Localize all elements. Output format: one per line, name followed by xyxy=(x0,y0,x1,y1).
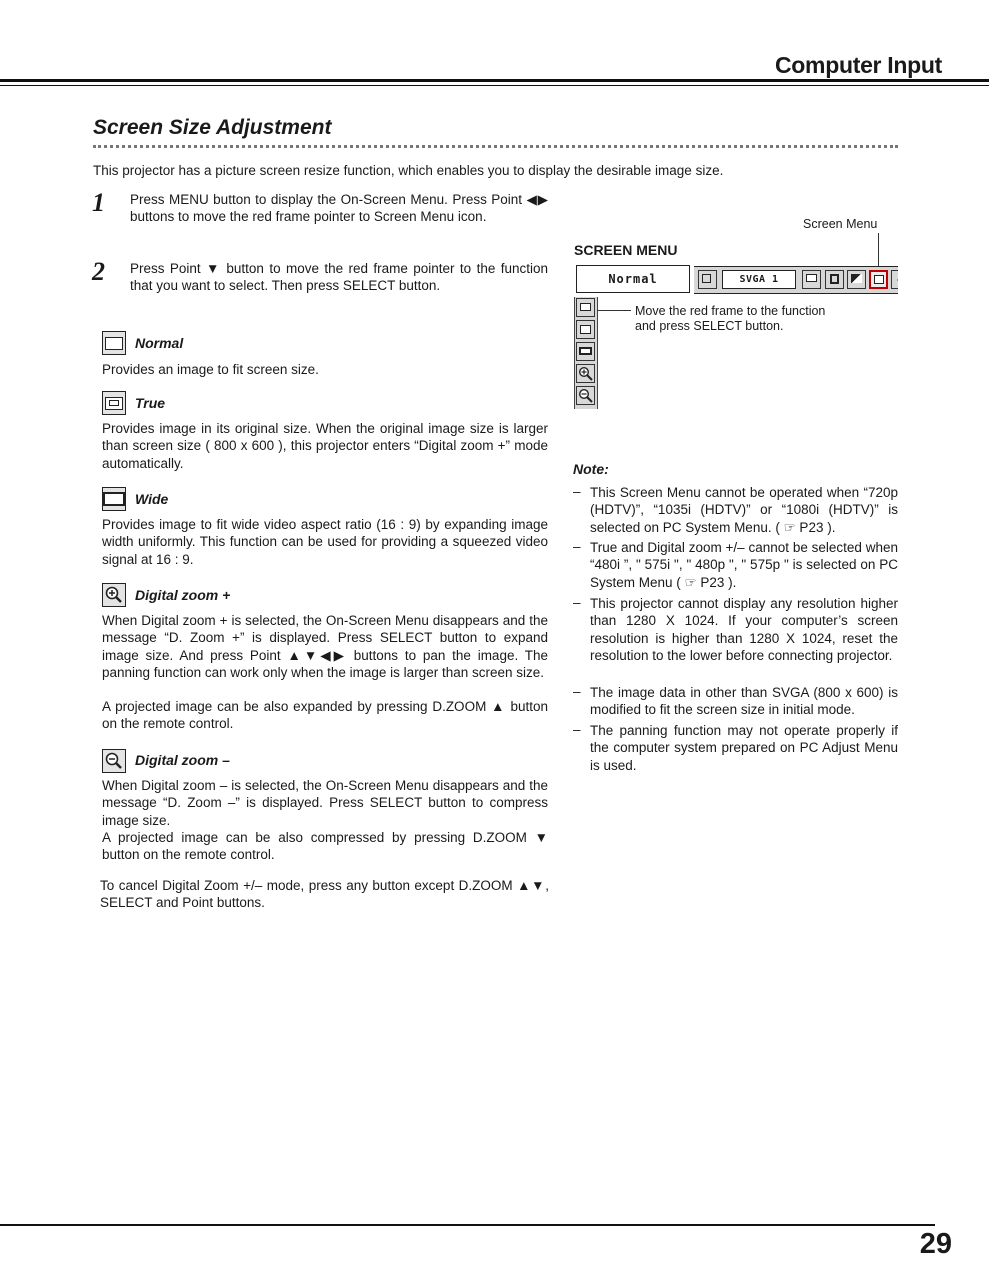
header-rule-thin xyxy=(0,85,989,86)
header-rule xyxy=(0,79,989,82)
note-title: Note: xyxy=(573,461,609,477)
image-adjust-icon[interactable] xyxy=(847,270,866,289)
note-dash: – xyxy=(573,595,581,610)
screen-menu-bar xyxy=(574,264,898,296)
note-item: The panning function may not operate properly if the computer system prepared on PC Adjust Menu is used. xyxy=(590,723,898,773)
mode-title: Normal xyxy=(135,335,184,351)
source-display: SVGA 1 xyxy=(722,270,796,289)
normal-icon xyxy=(102,331,126,355)
mode-description: Provides image to fit wide video aspect ratio (16 : 9) by expanding image width uniformly. This function can be used for providing a squeezed video signal at 16 : 9. xyxy=(102,517,548,567)
callout-instruction-2: and press SELECT button. xyxy=(635,319,784,333)
mode-title: Digital zoom – xyxy=(135,752,230,768)
mode-description: When Digital zoom + is selected, the On-Screen Menu disappears and the message “D. Zoom +” is displayed. Press SELECT button to expand image size. And press Point ▲▼◀▶ buttons to pan the image. The panning function can work only when the image is larger than screen size. xyxy=(102,613,548,680)
screen-mode-display: Normal xyxy=(576,265,690,293)
normal-icon[interactable] xyxy=(576,298,595,317)
true-icon xyxy=(102,391,126,415)
mode-title: Digital zoom + xyxy=(135,587,231,603)
note-item: The image data in other than SVGA (800 x 600) is modified to fit the screen size in initial mode. xyxy=(590,685,898,718)
wide-icon[interactable] xyxy=(576,342,595,361)
callout-screen-menu: Screen Menu xyxy=(803,217,878,231)
note-dash: – xyxy=(573,539,581,554)
cancel-note: To cancel Digital Zoom +/– mode, press any button except D.ZOOM ▲▼, SELECT and Point buttons. xyxy=(100,878,549,911)
note-dash: – xyxy=(573,722,581,737)
callout-line xyxy=(597,310,631,311)
zoom-out-icon[interactable] xyxy=(576,386,595,405)
mode-title: Wide xyxy=(135,491,169,507)
section-header: Computer Input xyxy=(775,52,942,78)
next-menu-icon[interactable] xyxy=(891,270,898,289)
mode-description: Provides an image to fit screen size. xyxy=(102,362,319,377)
title-divider xyxy=(93,145,898,148)
zoom-in-icon xyxy=(102,583,126,607)
note-item: This projector cannot display any resolution higher than 1280 X 1024. If your computer’s screen resolution is higher than 1280 X 1024, reset the resolution to the lower before connecting projector. xyxy=(590,596,898,663)
wide-icon xyxy=(102,487,126,511)
step-number: 2 xyxy=(92,257,105,286)
step-text: Press Point ▼ button to move the red frame pointer to the function that you want to select. Then press SELECT button. xyxy=(130,261,548,294)
note-item: This Screen Menu cannot be operated when “720p (HDTV)”, “1035i (HDTV)” or “1080i (HDTV)” is selected on PC System Menu. ( ☞ P23 ). xyxy=(590,485,898,535)
step-number: 1 xyxy=(92,188,105,217)
page-title: Screen Size Adjustment xyxy=(93,116,332,139)
note-dash: – xyxy=(573,484,581,499)
page-number: 29 xyxy=(919,1228,952,1260)
menu-heading: SCREEN MENU xyxy=(574,242,678,258)
note-item: True and Digital zoom +/– cannot be selected when “480i ”, " 575i ", " 480p ", " 575p " is selected on PC System Menu ( ☞ P23 ). xyxy=(590,540,898,590)
screen-menu-icon[interactable] xyxy=(869,270,888,289)
mode-description: Provides image in its original size. When the original image size is larger than screen size ( 800 x 600 ), this projector enters “Digital zoom +” mode automatically. xyxy=(102,421,548,471)
image-select-icon[interactable] xyxy=(825,270,844,289)
true-icon[interactable] xyxy=(576,320,595,339)
mode-description-extra: A projected image can be also expanded by pressing D.ZOOM ▲ button on the remote control. xyxy=(102,699,548,732)
callout-instruction-1: Move the red frame to the function xyxy=(635,304,826,318)
note-dash: – xyxy=(573,684,581,699)
zoom-out-icon xyxy=(102,749,126,773)
pc-adjust-icon[interactable] xyxy=(802,270,821,289)
footer-rule xyxy=(0,1224,935,1226)
input-icon[interactable] xyxy=(698,270,717,289)
zoom-in-icon[interactable] xyxy=(576,364,595,383)
intro-text: This projector has a picture screen resize function, which enables you to display the desirable image size. xyxy=(93,163,724,178)
mode-title: True xyxy=(135,395,166,411)
mode-description-extra: A projected image can be also compressed by pressing D.ZOOM ▼ button on the remote control. xyxy=(102,830,548,863)
step-text: Press MENU button to display the On-Screen Menu. Press Point ◀▶ buttons to move the red frame pointer to Screen Menu icon. xyxy=(130,192,548,225)
mode-description: When Digital zoom – is selected, the On-Screen Menu disappears and the message “D. Zoom –” is displayed. Press SELECT button to compress image size. xyxy=(102,778,548,828)
